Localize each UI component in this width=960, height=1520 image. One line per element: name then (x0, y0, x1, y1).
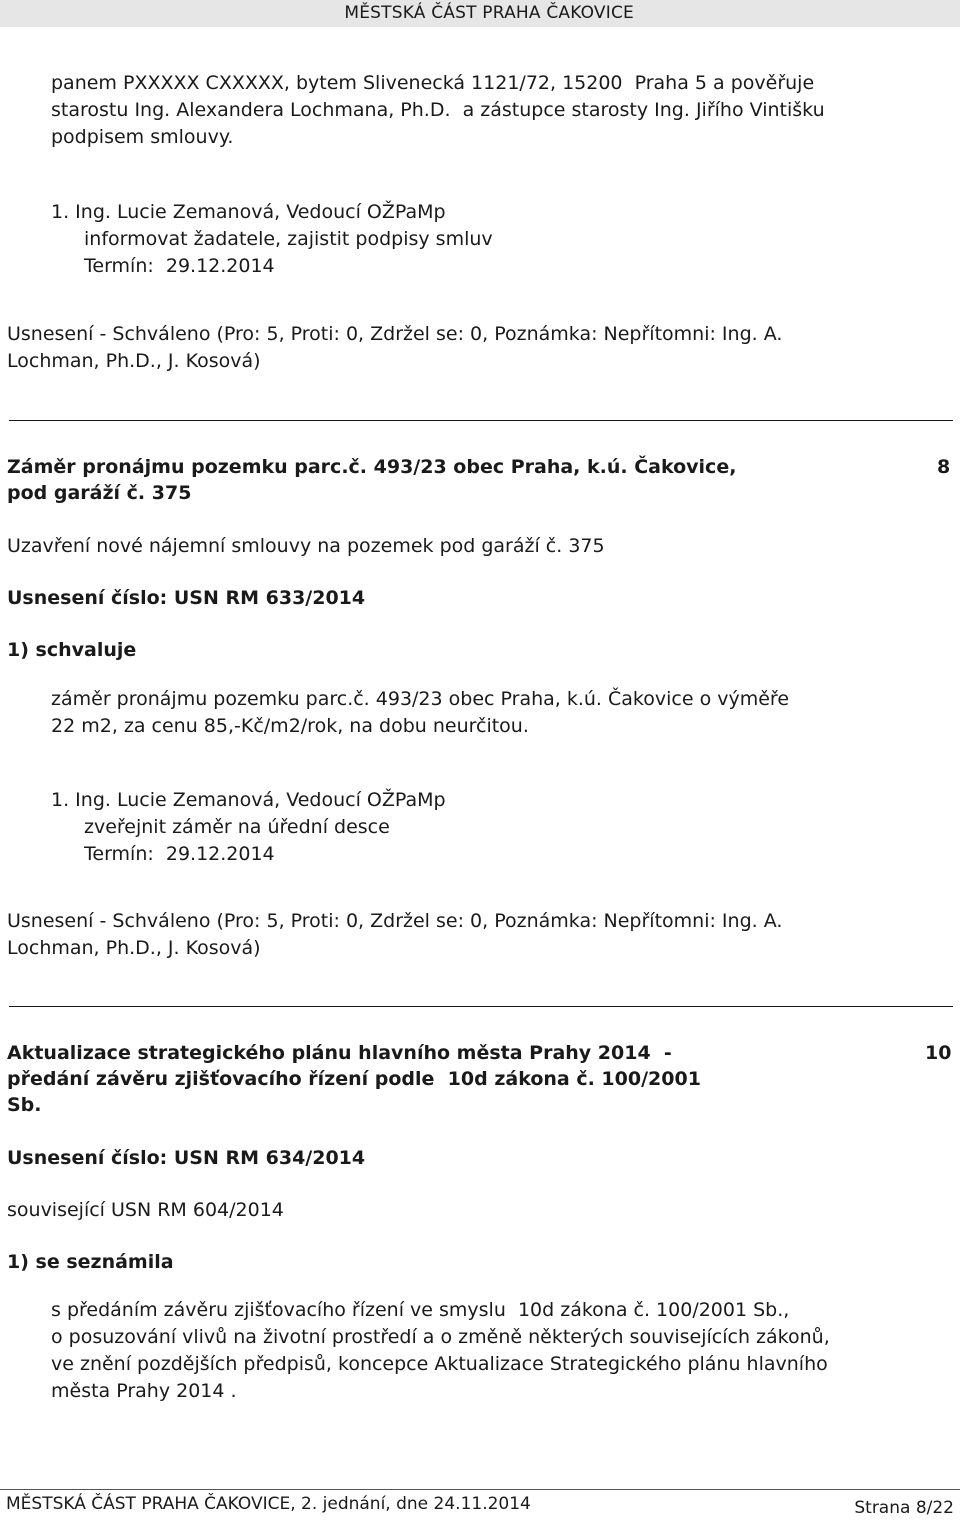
resolution-text-line-1: s předáním závěru zjišťovacího řízení ve smyslu 10d zákona č. 100/2001 Sb., (51, 1299, 790, 1321)
task-deadline: Termín: 29.12.2014 (84, 255, 275, 277)
task-action: zveřejnit záměr na úřední desce (84, 816, 390, 838)
resolution-text-line-2: 22 m2, za cenu 85,-Kč/m2/rok, na dobu neurčitou. (51, 715, 529, 737)
resolution-text-line-4: města Prahy 2014 . (51, 1380, 237, 1402)
resolution-text-line-1: záměr pronájmu pozemku parc.č. 493/23 obec Praha, k.ú. Čakovice o výměře (51, 688, 790, 710)
section-divider (9, 1006, 953, 1007)
header-title: MĚSTSKÁ ČÁST PRAHA ČAKOVICE (344, 3, 634, 23)
page-number: Strana 8/22 (854, 1498, 954, 1518)
agenda-title-line-1: Záměr pronájmu pozemku parc.č. 493/23 obec Praha, k.ú. Čakovice, (7, 456, 737, 478)
resolution-text-line-2: o posuzování vlivů na životní prostředí a o změně některých souvisejících zákonů, (51, 1326, 830, 1348)
task-assignee: 1. Ing. Lucie Zemanová, Vedoucí OŽPaMp (51, 201, 446, 223)
resolution-number: Usnesení číslo: USN RM 633/2014 (7, 587, 366, 609)
vote-result-line-1: Usnesení - Schváleno (Pro: 5, Proti: 0, Zdržel se: 0, Poznámka: Nepřítomni: Ing. A. (7, 323, 783, 345)
agenda-title-line-3: Sb. (7, 1094, 42, 1116)
resolution-number: Usnesení číslo: USN RM 634/2014 (7, 1147, 366, 1169)
intro-line-2: starostu Ing. Alexandera Lochmana, Ph.D. a zástupce starosty Ing. Jiřího Vintišku (51, 99, 825, 121)
vote-result-line-1: Usnesení - Schváleno (Pro: 5, Proti: 0, Zdržel se: 0, Poznámka: Nepřítomni: Ing. A. (7, 910, 783, 932)
resolution-text-line-3: ve znění pozdějších předpisů, koncepce Aktualizace Strategického plánu hlavního (51, 1353, 828, 1375)
task-action: informovat žadatele, zajistit podpisy smluv (84, 228, 493, 250)
related-resolution: související USN RM 604/2014 (7, 1199, 284, 1221)
agenda-item-number: 10 (925, 1042, 952, 1064)
vote-result-line-2: Lochman, Ph.D., J. Kosová) (7, 937, 261, 959)
intro-line-1: panem PXXXXX CXXXXX, bytem Slivenecká 1121/72, 15200 Praha 5 a pověřuje (51, 72, 815, 94)
task-assignee: 1. Ing. Lucie Zemanová, Vedoucí OŽPaMp (51, 789, 446, 811)
agenda-subtitle: Uzavření nové nájemní smlouvy na pozemek pod garáží č. 375 (7, 535, 605, 557)
intro-line-3: podpisem smlouvy. (51, 126, 234, 148)
agenda-title-line-1: Aktualizace strategického plánu hlavního města Prahy 2014 - (7, 1042, 672, 1064)
vote-result-line-2: Lochman, Ph.D., J. Kosová) (7, 350, 261, 372)
footer-meeting-info: MĚSTSKÁ ČÁST PRAHA ČAKOVICE, 2. jednání, dne 24.11.2014 (6, 1494, 531, 1514)
section-divider (9, 420, 953, 421)
page-header (0, 0, 960, 27)
task-deadline: Termín: 29.12.2014 (84, 843, 275, 865)
resolution-clause: 1) se seznámila (7, 1251, 174, 1273)
agenda-title-line-2: předání závěru zjišťovacího řízení podle 10d zákona č. 100/2001 (7, 1068, 701, 1090)
resolution-clause: 1) schvaluje (7, 639, 137, 661)
agenda-item-number: 8 (937, 456, 951, 478)
footer-divider (0, 1489, 960, 1490)
agenda-title-line-2: pod garáží č. 375 (7, 482, 192, 504)
